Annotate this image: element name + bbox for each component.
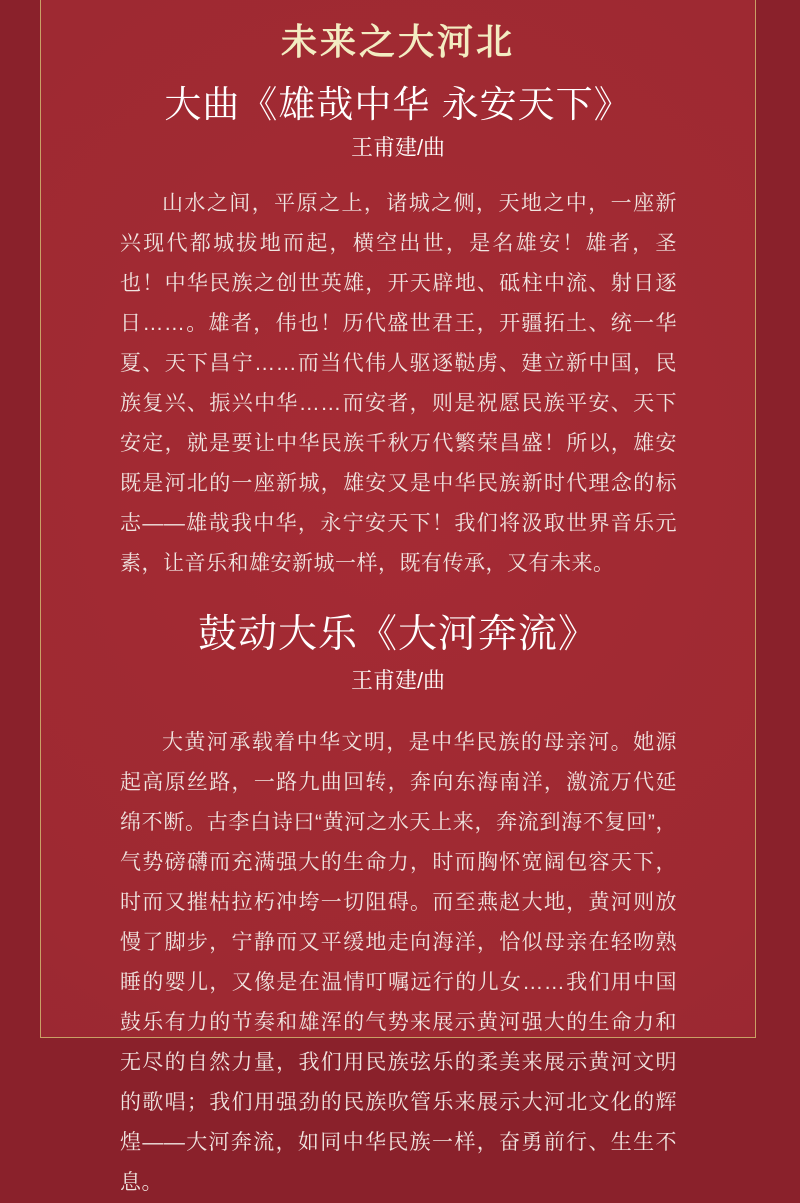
section-xiongzai-zhonghua xyxy=(41,83,755,584)
page-content xyxy=(41,0,755,1203)
composer-credit: 王甫建/曲 xyxy=(350,668,446,693)
section-dahe-benliu xyxy=(41,612,755,1203)
piece-title: 大曲《雄哉中华 永安天下》 xyxy=(164,84,632,125)
piece-description: 大黄河承载着中华文明，是中华民族的母亲河。她源起高原丝路，一路九曲回转，奔向东海南洋，激流万代延绵不断。古李白诗曰“黄河之水天上来，奔流到海不复回”，气势磅礴而充满强大的生命力，时而胸怀宽阔包容天下，时而又摧枯拉朽冲垮一切阻碍。而至燕赵大地，黄河则放慢了脚步，宁静而又平缓地走向海洋，恰似母亲在轻吻熟睡的婴儿，又像是在温情叮嘱远行的儿女……我们用中国鼓乐有力的节奏和雄浑的气势来展示黄河强大的生命力和无尽的自然力量，我们用民族弦乐的柔美来展示黄河文明的歌唱；我们用强劲的民族吹管乐来展示大河北文化的辉煌——大河奔流，如同中华民族一样，奋勇前行、生生不息。 xyxy=(120,731,677,1194)
page-title: 未来之大河北 xyxy=(280,21,515,62)
piece-description: 山水之间，平原之上，诸城之侧，天地之中，一座新兴现代都城拔地而起，横空出世，是名雄安！雄者，圣也！中华民族之创世英雄，开天辟地、砥柱中流、射日逐日……。雄者，伟也！历代盛世君王，开疆拓土、统一华夏、天下昌宁……而当代伟人驱逐鞑虏、建立新中国，民族复兴、振兴中华……而安者，则是祝愿民族平安、天下安定，就是要让中华民族千秋万代繁荣昌盛！所以，雄安既是河北的一座新城，雄安又是中华民族新时代理念的标志——雄哉我中华，永宁安天下！我们将汲取世界音乐元素，让音乐和雄安新城一样，既有传承，又有未来。 xyxy=(120,192,677,575)
composer-credit: 王甫建/曲 xyxy=(350,135,446,160)
gold-frame-panel xyxy=(40,0,756,1194)
piece-title: 鼓动大乐《大河奔流》 xyxy=(197,613,598,656)
